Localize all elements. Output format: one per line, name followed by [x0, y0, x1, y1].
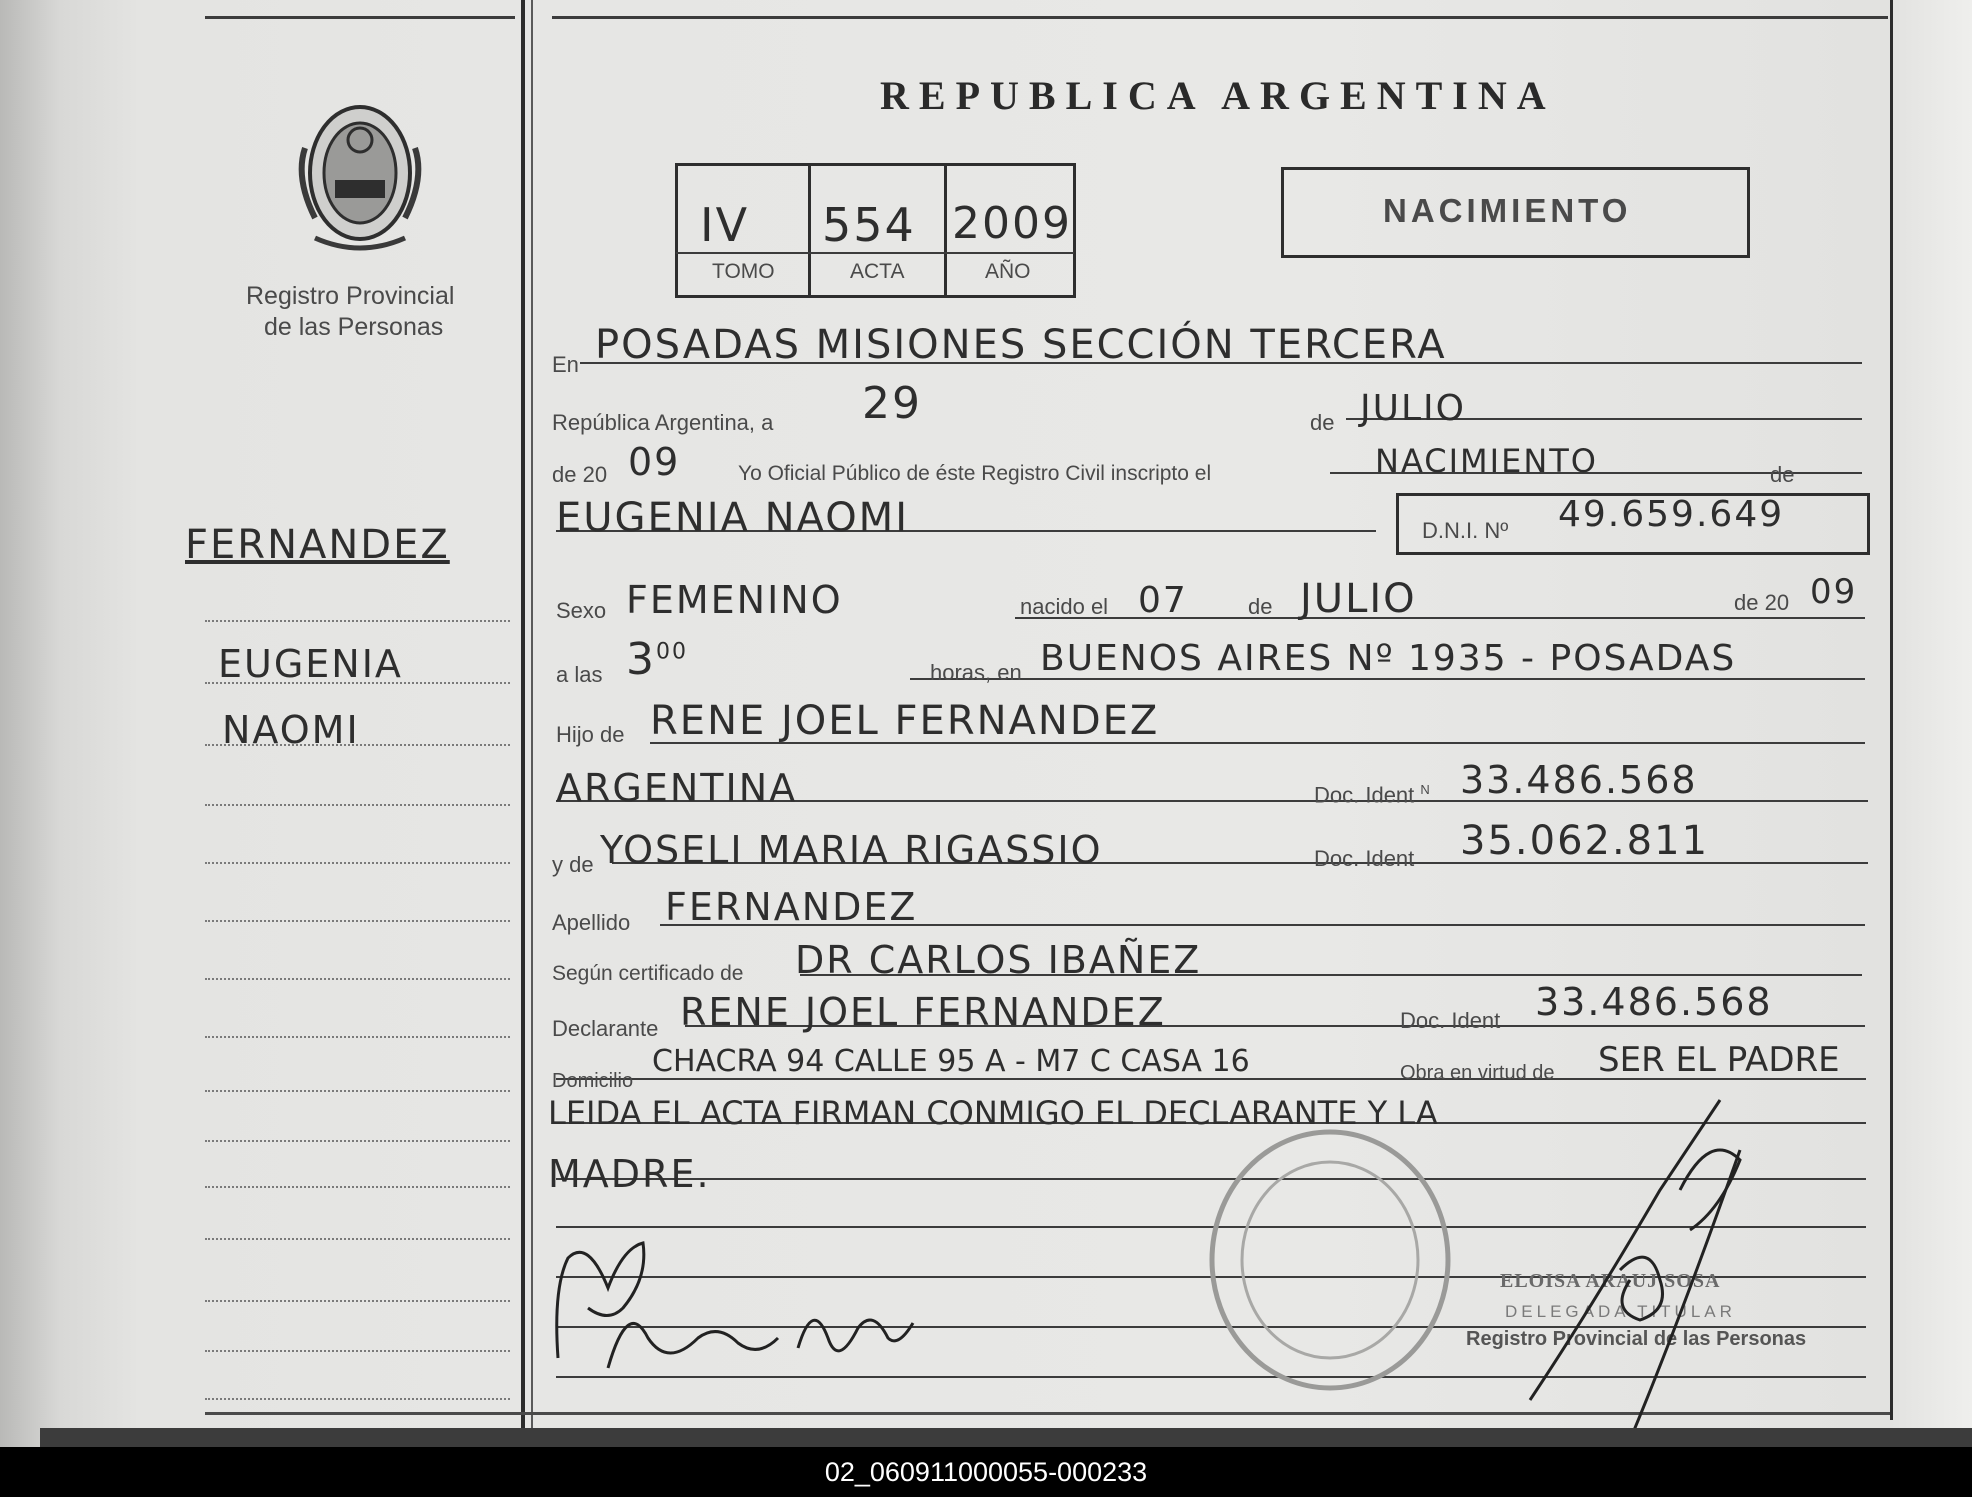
republica-label: República Argentina, a — [552, 410, 774, 435]
day-value: 29 — [862, 378, 922, 429]
place-value: BUENOS AIRES Nº 1935 - POSADAS — [1040, 638, 1737, 679]
acta-value: 554 — [822, 198, 916, 252]
provincial-seal-icon — [285, 88, 435, 258]
top-rule-right — [552, 16, 1888, 19]
sexo-value: FEMENINO — [626, 578, 843, 622]
margin-line — [205, 1186, 510, 1188]
birth-year: 09 — [1810, 572, 1858, 612]
de-label-3: de — [1248, 594, 1273, 619]
obra-value: SER EL PADRE — [1598, 1040, 1840, 1080]
domicilio-label: Domicilio — [552, 1070, 634, 1092]
margin-line — [205, 804, 510, 806]
acta-label: ACTA — [850, 260, 905, 283]
stamp-official-title: DELEGADA TITULAR — [1505, 1302, 1736, 1321]
month-value: JULIO — [1360, 388, 1466, 429]
tomo-value: IV — [700, 198, 750, 252]
oficial-label: Yo Oficial Público de éste Registro Civil inscripto el — [738, 462, 1212, 485]
stamp-official-name: ELOISA ARAUJ SOSA — [1500, 1270, 1721, 1292]
dni-label: D.N.I. Nº — [1422, 518, 1509, 543]
segun-label: Según certificado de — [552, 962, 744, 985]
father-doc-label — [1314, 782, 1430, 808]
margin-line — [205, 978, 510, 980]
frame-divider-center — [531, 0, 533, 1430]
top-rule-left — [205, 16, 515, 19]
file-id-bar — [0, 1447, 1972, 1497]
hijo-label: Hijo de — [556, 722, 625, 747]
domicilio-value: CHACRA 94 CALLE 95 A - M7 C CASA 16 — [652, 1044, 1250, 1079]
dni-value: 49.659.649 — [1558, 494, 1785, 535]
birth-day: 07 — [1138, 580, 1188, 621]
alas-label: a las — [556, 662, 603, 687]
person-name: EUGENIA NAOMI — [556, 495, 909, 541]
declarante-value: RENE JOEL FERNANDEZ — [680, 990, 1166, 1034]
ano-label: AÑO — [985, 260, 1031, 283]
margin-line — [205, 1350, 510, 1352]
de-label-2: de — [1770, 462, 1795, 487]
institution-name-line1: Registro Provincial — [246, 282, 455, 310]
margin-line — [205, 620, 510, 622]
margin-line — [205, 682, 510, 684]
margin-line — [205, 1238, 510, 1240]
margin-surname: FERNANDEZ — [185, 522, 450, 568]
officer-signature-icon — [1510, 1070, 1840, 1450]
mother-doc-label: Doc. Ident — [1314, 846, 1415, 871]
tomo-label: TOMO — [712, 260, 775, 283]
hour-value — [626, 634, 688, 685]
margin-first-name: EUGENIA — [218, 642, 403, 686]
apellido-label: Apellido — [552, 910, 631, 935]
father-name: RENE JOEL FERNANDEZ — [650, 698, 1160, 744]
de20-label-2: de 20 — [1734, 590, 1790, 615]
yde-label: y de — [552, 852, 594, 877]
frame-divider-right — [1890, 0, 1893, 1420]
margin-second-name: NAOMI — [222, 708, 360, 752]
institution-name-line2: de las Personas — [264, 313, 444, 341]
closing-text-line2: MADRE. — [548, 1152, 711, 1196]
declarant-signature-icon — [548, 1228, 928, 1388]
birth-month: JULIO — [1300, 576, 1417, 622]
en-label: En — [552, 352, 579, 377]
document-title: REPUBLICA ARGENTINA — [880, 73, 1556, 118]
en-value: POSADAS MISIONES SECCIÓN TERCERA — [595, 322, 1447, 368]
inscripto-value: NACIMIENTO — [1375, 442, 1598, 480]
official-seal-stamp-icon — [1200, 1120, 1460, 1400]
horas-label: horas, en — [930, 660, 1022, 685]
hour-number: 3 — [626, 634, 656, 685]
closing-text-line1: LEIDA EL ACTA FIRMAN CONMIGO EL DECLARANTE Y LA — [548, 1094, 1438, 1132]
page-edge-shadow — [40, 1428, 1972, 1447]
de20-label: de 20 — [552, 462, 608, 487]
margin-line — [205, 920, 510, 922]
doc-number-sup: N — [1420, 782, 1430, 797]
margin-line — [205, 1140, 510, 1142]
margin-line — [205, 1300, 510, 1302]
margin-line — [205, 1090, 510, 1092]
margin-line — [205, 744, 510, 746]
record-type: NACIMIENTO — [1383, 192, 1632, 229]
nacido-label: nacido el — [1020, 594, 1109, 619]
record-box-divider — [676, 252, 1074, 254]
declarante-doc: 33.486.568 — [1535, 980, 1773, 1024]
declarante-doc-label: Doc. Ident — [1400, 1008, 1501, 1033]
doc-label-text: Doc. Ident — [1314, 782, 1415, 808]
year-value: 09 — [628, 440, 681, 484]
mother-name: YOSELI MARIA RIGASSIO — [600, 828, 1103, 872]
father-doc: 33.486.568 — [1460, 758, 1698, 802]
segun-value: DR CARLOS IBAÑEZ — [795, 938, 1202, 982]
de-label: de — [1310, 410, 1335, 435]
ano-value: 2009 — [952, 198, 1072, 249]
sexo-label: Sexo — [556, 598, 607, 623]
father-nationality: ARGENTINA — [556, 766, 798, 810]
margin-line — [205, 1036, 510, 1038]
obra-label: Obra en virtud de — [1400, 1062, 1555, 1084]
frame-divider-left — [521, 0, 525, 1430]
apellido-value: FERNANDEZ — [665, 885, 918, 929]
stamp-registry: Registro Provincial de las Personas — [1466, 1328, 1807, 1350]
margin-line — [205, 1398, 510, 1400]
file-id: 02_060911000055-000233 — [824, 1456, 1148, 1487]
hour-minutes: 00 — [656, 639, 688, 665]
margin-line — [205, 862, 510, 864]
mother-doc: 35.062.811 — [1460, 818, 1710, 864]
declarante-label: Declarante — [552, 1016, 659, 1041]
